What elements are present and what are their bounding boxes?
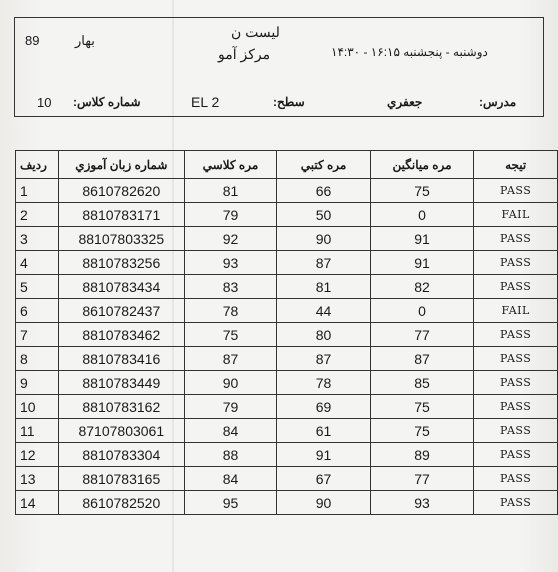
written-score-cell: 67 [277,467,371,491]
row-number: 9 [16,371,59,395]
result-cell: PASS [474,395,558,419]
average-score-cell: 82 [370,275,474,299]
row-number: 3 [16,227,59,251]
level-value: EL 2 [191,94,220,110]
student-id-cell: 8610782437 [58,299,184,323]
student-id-cell: 8810783171 [58,203,184,227]
written-score-cell: 80 [277,323,371,347]
average-score-cell: 0 [370,299,474,323]
written-score-cell: 61 [277,419,371,443]
written-score-cell: 50 [277,203,371,227]
list-title: لیست ن [231,24,280,40]
result-cell: PASS [474,443,558,467]
table-row [16,467,558,491]
row-number: 8 [16,347,59,371]
row-number: 10 [16,395,59,419]
class-count-label: شماره کلاس: [73,95,141,109]
result-cell: FAIL [474,203,558,227]
header-class-score: مره کلاسي [184,151,277,179]
table-row [16,275,558,299]
student-id-cell: 8810783416 [58,347,184,371]
result-cell: PASS [474,227,558,251]
average-score-cell: 89 [370,443,474,467]
student-id-cell: 8810783256 [58,251,184,275]
term-code: 89 [25,33,40,48]
table-row [16,371,558,395]
written-score-cell: 44 [277,299,371,323]
table-row [16,179,558,203]
header-result: تيجه [474,151,558,179]
table-row [16,395,558,419]
average-score-cell: 93 [370,491,474,515]
written-score-cell: 66 [277,179,371,203]
header-average-score: مره ميانگين [370,151,474,179]
average-score-cell: 87 [370,347,474,371]
student-id-cell: 8610782520 [58,491,184,515]
row-number: 6 [16,299,59,323]
average-score-cell: 75 [370,419,474,443]
class-score-cell: 92 [184,227,277,251]
result-cell: PASS [474,419,558,443]
class-score-cell: 78 [184,299,277,323]
row-number: 12 [16,443,59,467]
header-row-no: رديف [16,151,59,179]
written-score-cell: 87 [277,251,371,275]
student-id-cell: 8810783162 [58,395,184,419]
result-cell: PASS [474,179,558,203]
result-cell: PASS [474,467,558,491]
table-row [16,227,558,251]
header-student-id: شماره زبان آموزي [58,151,184,179]
teacher-label: مدرس: [479,95,517,109]
class-score-cell: 93 [184,251,277,275]
table-row [16,323,558,347]
average-score-cell: 75 [370,179,474,203]
row-number: 2 [16,203,59,227]
row-number: 1 [16,179,59,203]
result-cell: PASS [474,347,558,371]
table-row [16,491,558,515]
written-score-cell: 87 [277,347,371,371]
row-number: 11 [16,419,59,443]
class-score-cell: 79 [184,395,277,419]
table-row [16,419,558,443]
table-row [16,251,558,275]
average-score-cell: 0 [370,203,474,227]
row-number: 14 [16,491,59,515]
average-score-cell: 77 [370,467,474,491]
result-cell: PASS [474,371,558,395]
term-name: بهار [75,33,95,48]
student-id-cell: 8810783449 [58,371,184,395]
student-id-cell: 8810783304 [58,443,184,467]
table-row [16,299,558,323]
written-score-cell: 81 [277,275,371,299]
student-id-cell: 8810783165 [58,467,184,491]
average-score-cell: 77 [370,323,474,347]
class-score-cell: 83 [184,275,277,299]
grades-table [15,150,558,515]
result-cell: FAIL [474,299,558,323]
table-row [16,443,558,467]
row-number: 13 [16,467,59,491]
written-score-cell: 69 [277,395,371,419]
result-cell: PASS [474,275,558,299]
student-id-cell: 8810783434 [58,275,184,299]
written-score-cell: 91 [277,443,371,467]
level-label: سطح: [273,95,305,109]
average-score-cell: 75 [370,395,474,419]
table-header-row [16,151,558,179]
class-score-cell: 87 [184,347,277,371]
average-score-cell: 85 [370,371,474,395]
class-score-cell: 79 [184,203,277,227]
average-score-cell: 91 [370,227,474,251]
class-score-cell: 81 [184,179,277,203]
class-score-cell: 84 [184,467,277,491]
class-score-cell: 90 [184,371,277,395]
student-id-cell: 88107803325 [58,227,184,251]
row-number: 5 [16,275,59,299]
written-score-cell: 90 [277,227,371,251]
teacher-name: جعفري [387,95,423,109]
header-written-score: مره کتبي [277,151,371,179]
row-number: 4 [16,251,59,275]
class-score-cell: 88 [184,443,277,467]
class-count-value: 10 [37,95,52,110]
student-id-cell: 8810783462 [58,323,184,347]
class-score-cell: 75 [184,323,277,347]
average-score-cell: 91 [370,251,474,275]
table-row [16,347,558,371]
written-score-cell: 78 [277,371,371,395]
class-score-cell: 84 [184,419,277,443]
class-info-header [14,17,544,117]
student-id-cell: 8610782620 [58,179,184,203]
row-number: 7 [16,323,59,347]
table-row [16,203,558,227]
result-cell: PASS [474,323,558,347]
written-score-cell: 90 [277,491,371,515]
class-score-cell: 95 [184,491,277,515]
student-id-cell: 87107803061 [58,419,184,443]
class-schedule: دوشنبه - پنجشنبه ۱۶:۱۵ - ۱۴:۳۰ [331,45,488,59]
table-body [16,179,558,515]
result-cell: PASS [474,251,558,275]
result-cell: PASS [474,491,558,515]
center-name: مرکز آمو [218,46,271,62]
